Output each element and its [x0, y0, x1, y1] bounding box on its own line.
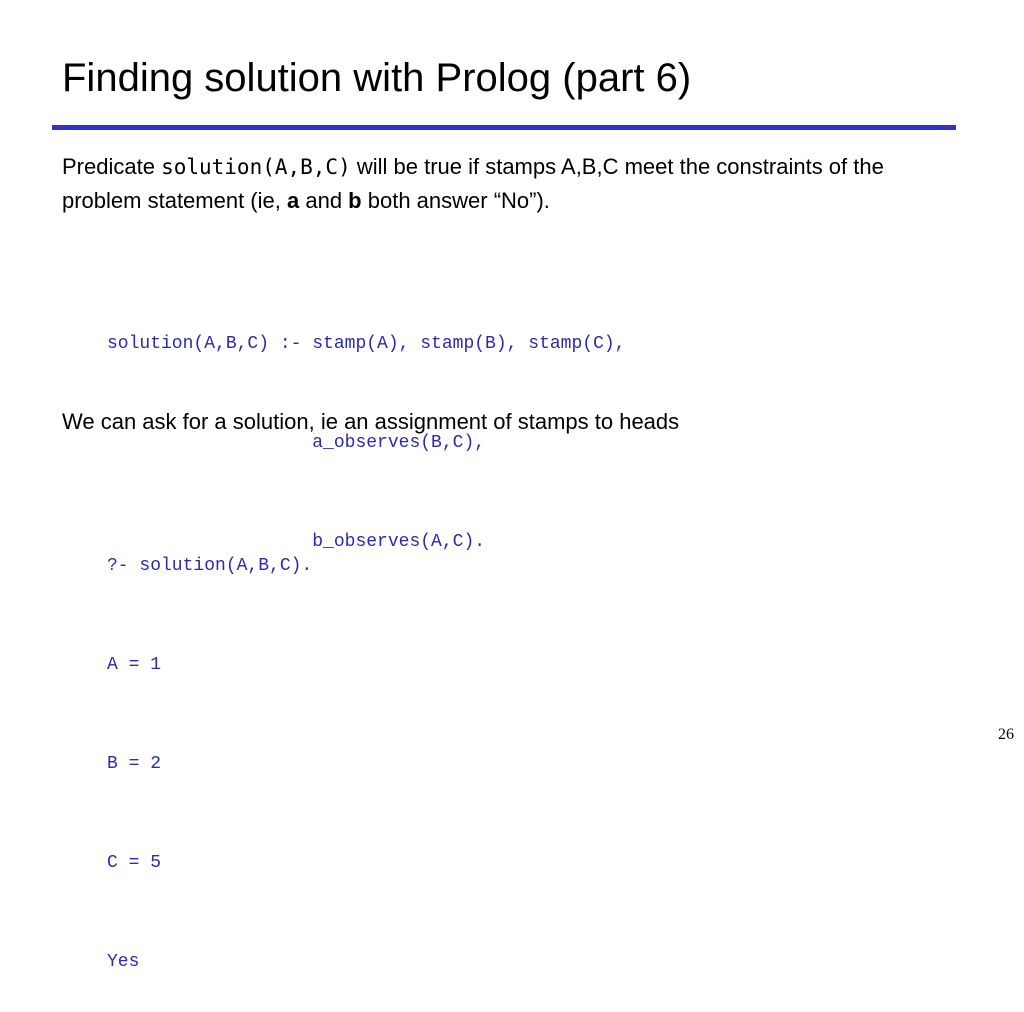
code-line: Yes [107, 952, 140, 972]
para1-suffix: both answer “No”). [361, 188, 550, 213]
slide-title: Finding solution with Prolog (part 6) [62, 56, 692, 100]
code-line: solution(A,B,C) :- stamp(A), stamp(B), stamp(C), [107, 334, 626, 354]
query-code [107, 484, 312, 1012]
title-divider [52, 125, 956, 130]
inline-code-solution: solution(A,B,C) [161, 155, 351, 179]
code-line: C = 5 [107, 853, 162, 873]
query-description: We can ask for a solution, ie an assignment of stamps to heads [62, 409, 680, 434]
para1-and: and [299, 188, 349, 213]
code-line: ?- solution(A,B,C). [107, 556, 313, 576]
para1-prefix: Predicate [62, 154, 162, 179]
code-line: A = 1 [107, 655, 162, 675]
page-number: 26 [998, 726, 1014, 743]
code-line: b_observes(A,C). [107, 532, 486, 552]
code-line: B = 2 [107, 754, 162, 774]
para1-middle: will be true if stamps A,B,C meet the constraints of the problem statement (ie, [62, 154, 884, 213]
bold-a: a [286, 188, 300, 213]
predicate-description [62, 150, 942, 218]
code-line: a_observes(B,C), [107, 433, 486, 453]
bold-b: b [348, 188, 362, 213]
